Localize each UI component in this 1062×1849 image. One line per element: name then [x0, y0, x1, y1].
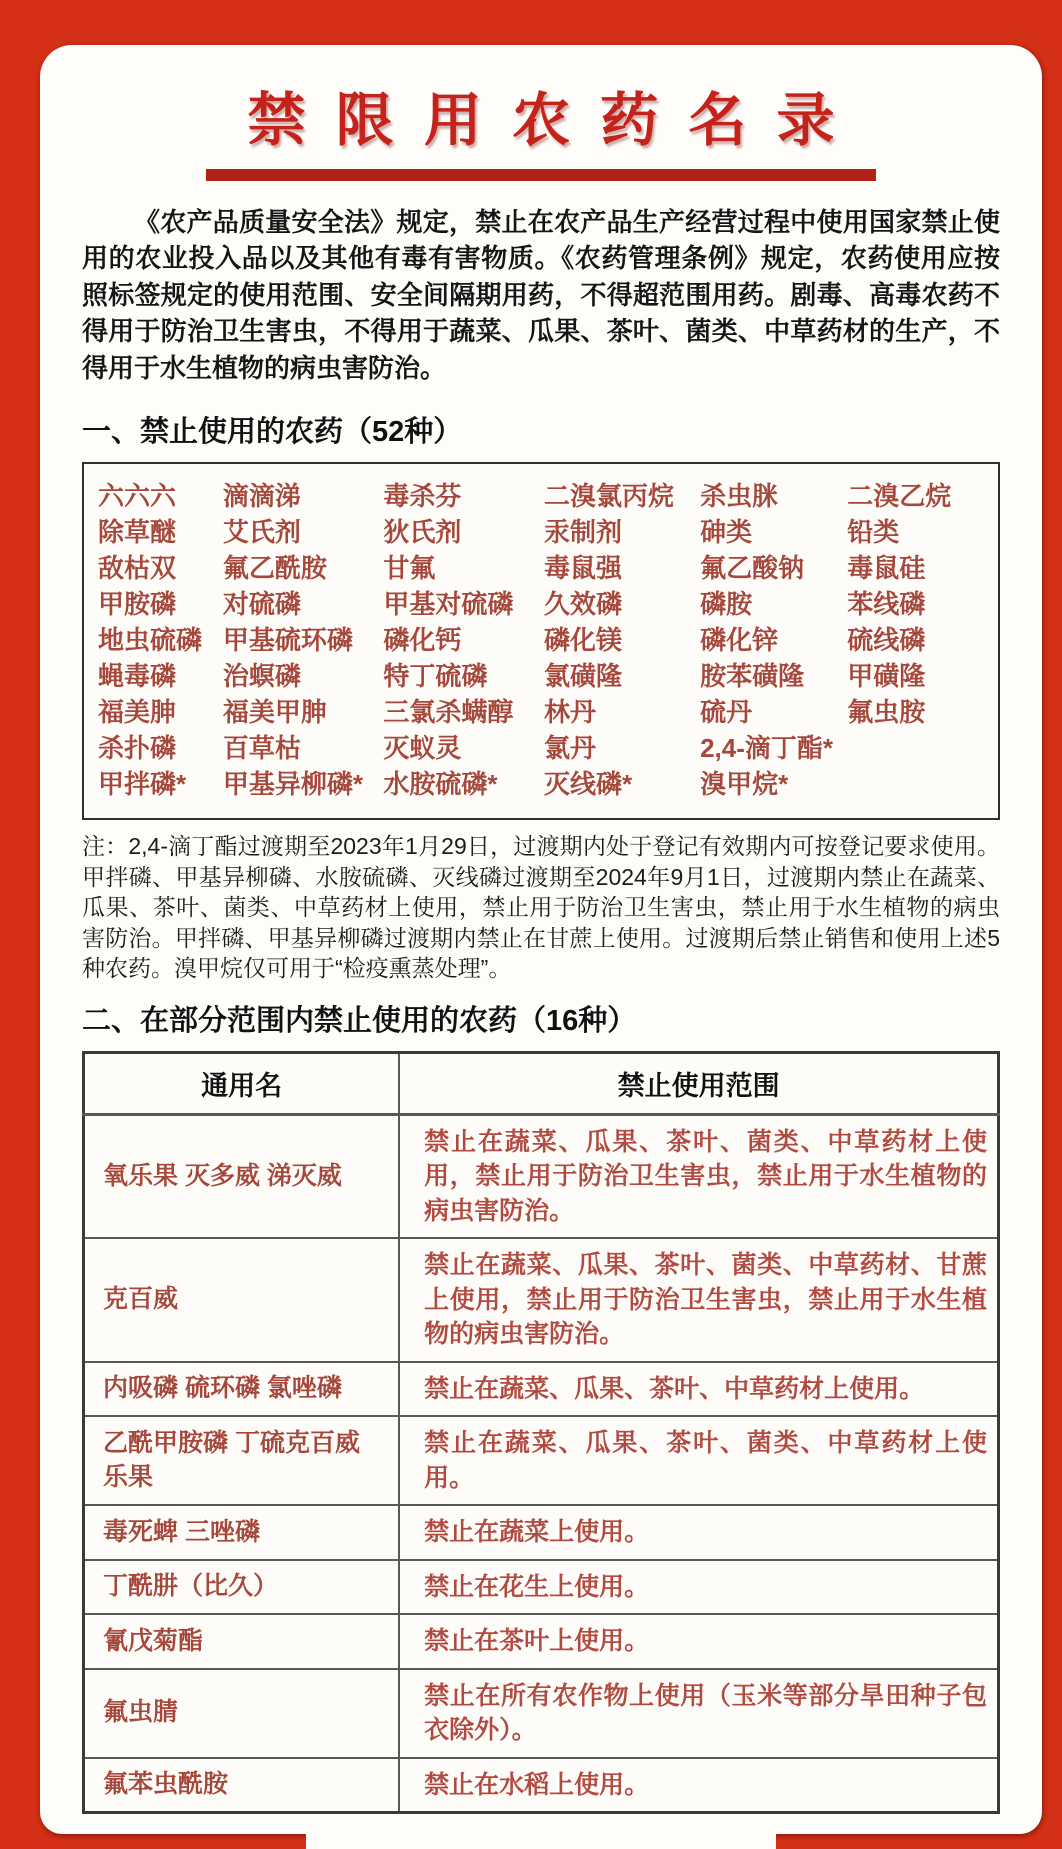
- banned-pesticide: 毒鼠强: [543, 552, 622, 583]
- banned-pesticide: 地虫硫磷: [98, 624, 203, 655]
- banned-row: [98, 766, 990, 802]
- banned-row: [98, 550, 990, 586]
- banned-row: [98, 514, 990, 550]
- banned-pesticide: 甲胺磷: [98, 588, 177, 619]
- banned-pesticide: 磷胺: [700, 588, 753, 619]
- section1-heading: 一、禁止使用的农药（52种）: [82, 415, 463, 448]
- banned-pesticide: 杀虫脒: [700, 480, 779, 511]
- banned-pesticides-box: [82, 462, 1000, 820]
- banned-pesticide: 苯线磷: [847, 588, 926, 619]
- banned-pesticide: 胺苯磺隆: [700, 660, 805, 691]
- banned-pesticide: 毒鼠硅: [847, 552, 926, 583]
- banned-pesticide: 治螟磷: [222, 660, 301, 691]
- banned-pesticide: 对硫磷: [222, 588, 301, 619]
- banned-pesticide: 百草枯: [222, 732, 301, 763]
- table-row: [84, 1238, 999, 1362]
- banned-pesticide: 氯磺隆: [543, 660, 622, 691]
- scope-cell: 禁止在蔬菜、瓜果、茶叶、菌类、中草药材、甘蔗上使用，禁止用于防治卫生害虫，禁止用于水生植物的病虫害防治。: [399, 1238, 998, 1362]
- banned-pesticide: 磷化钙: [383, 624, 462, 655]
- table-row: [84, 1416, 999, 1505]
- banned-pesticide: 甲基异柳磷*: [222, 768, 363, 799]
- table-row: [84, 1614, 999, 1669]
- banned-row: [98, 586, 990, 622]
- banned-pesticide: 二溴氯丙烷: [543, 480, 674, 511]
- banned-pesticide: 氯丹: [543, 732, 596, 763]
- banned-pesticide: 特丁硫磷: [383, 660, 488, 691]
- scope-cell: 禁止在茶叶上使用。: [399, 1614, 998, 1669]
- banned-pesticide: 久效磷: [543, 588, 622, 619]
- banned-pesticide: 狄氏剂: [383, 516, 462, 547]
- banned-pesticide: 甲磺隆: [847, 660, 926, 691]
- banned-pesticide: 汞制剂: [543, 516, 622, 547]
- banned-pesticide: 福美甲胂: [222, 696, 327, 727]
- banned-pesticide: 氟乙酸钠: [700, 552, 805, 583]
- pesticide-name-cell: 丁酰肼（比久）: [84, 1560, 400, 1615]
- pesticide-name-cell: 毒死蜱 三唑磷: [84, 1505, 400, 1560]
- table-header-row: [84, 1052, 999, 1114]
- section2-heading: 二、在部分范围内禁止使用的农药（16种）: [82, 1004, 637, 1037]
- table-row: [84, 1114, 999, 1238]
- pesticide-name-cell: 氰戊菊酯: [84, 1614, 400, 1669]
- restricted-table: [82, 1051, 1000, 1815]
- banned-pesticide: 硫线磷: [847, 624, 926, 655]
- scope-cell: 禁止在所有农作物上使用（玉米等部分旱田种子包衣除外）。: [399, 1669, 998, 1758]
- table-row: [84, 1758, 999, 1813]
- banned-pesticide: 铅类: [847, 516, 900, 547]
- banned-pesticide: 磷化镁: [543, 624, 622, 655]
- table-row: [84, 1505, 999, 1560]
- banned-pesticide: 艾氏剂: [222, 516, 301, 547]
- scope-cell: 禁止在蔬菜、瓜果、茶叶、菌类、中草药材上使用。: [399, 1416, 998, 1505]
- banned-pesticide: 甲基硫环磷: [222, 624, 353, 655]
- banned-row: [98, 694, 990, 730]
- banned-pesticide: 溴甲烷*: [700, 768, 789, 799]
- title-underline: [206, 169, 876, 181]
- pesticide-name-cell: 氟苯虫酰胺: [84, 1758, 400, 1813]
- banned-pesticide: 水胺硫磷*: [383, 768, 498, 799]
- banned-pesticide: 灭线磷*: [543, 768, 633, 799]
- banned-pesticide: 氟虫胺: [847, 696, 926, 727]
- banned-pesticide: 2,4-滴丁酯*: [700, 732, 833, 763]
- banned-pesticide: 敌枯双: [98, 552, 177, 583]
- banned-pesticide: 毒杀芬: [383, 480, 462, 511]
- scope-cell: 禁止在蔬菜、瓜果、茶叶、菌类、中草药材上使用，禁止用于防治卫生害虫，禁止用于水生植物的病虫害防治。: [399, 1114, 998, 1238]
- pesticide-name-cell: 乙酰甲胺磷 丁硫克百威 乐果: [84, 1416, 400, 1505]
- banned-pesticide: 砷类: [700, 516, 753, 547]
- banned-pesticide: 硫丹: [700, 696, 753, 727]
- banned-pesticide: 磷化锌: [700, 624, 779, 655]
- pesticide-name-cell: 克百威: [84, 1238, 400, 1362]
- banned-pesticide: 杀扑磷: [98, 732, 177, 763]
- table-header-name: 通用名: [84, 1052, 400, 1114]
- scope-cell: 禁止在水稻上使用。: [399, 1758, 998, 1813]
- page-title: 禁限用农药名录: [247, 88, 865, 153]
- banned-pesticide: 甲基对硫磷: [383, 588, 514, 619]
- table-row: [84, 1669, 999, 1758]
- banned-pesticide: 甘氟: [383, 552, 436, 583]
- table-row: [84, 1362, 999, 1417]
- banned-pesticide: 灭蚁灵: [383, 732, 462, 763]
- scope-cell: 禁止在花生上使用。: [399, 1560, 998, 1615]
- banned-pesticide: 二溴乙烷: [847, 480, 952, 511]
- banned-row: [98, 622, 990, 658]
- pesticide-name-cell: 氧乐果 灭多威 涕灭威: [84, 1114, 400, 1238]
- table-row: [84, 1560, 999, 1615]
- banned-pesticide: 林丹: [543, 696, 596, 727]
- scope-cell: 禁止在蔬菜上使用。: [399, 1505, 998, 1560]
- banned-pesticide: 三氯杀螨醇: [383, 696, 514, 727]
- banned-pesticide: 除草醚: [98, 516, 177, 547]
- note-paragraph: 注：2,4-滴丁酯过渡期至2023年1月29日，过渡期内处于登记有效期内可按登记要求使用。甲拌磷、甲基异柳磷、水胺硫磷、灭线磷过渡期至2024年9月1日，过渡期内禁止在蔬菜、瓜果、茶叶、菌类、中草药材上使用，禁止用于防治卫生害虫，禁止用于水生植物的病虫害防治。甲拌磷、甲基异柳磷过渡期内禁止在甘蔗上使用。过渡期后禁止销售和使用上述5种农药。溴甲烷仅可用于“检疫熏蒸处理”。: [82, 832, 1000, 982]
- banned-row: [98, 658, 990, 694]
- table-header-scope: 禁止使用范围: [399, 1052, 998, 1114]
- banned-pesticide: 六六六: [98, 480, 177, 511]
- banned-row: [98, 730, 990, 766]
- banned-row: [98, 478, 990, 514]
- banned-pesticide: 甲拌磷*: [98, 768, 187, 799]
- banned-pesticide: 氟乙酰胺: [222, 552, 327, 583]
- banned-pesticide: 滴滴涕: [222, 480, 301, 511]
- intro-paragraph: 《农产品质量安全法》规定，禁止在农产品生产经营过程中使用国家禁止使用的农业投入品以及其他有毒有害物质。《农药管理条例》规定，农药使用应按照标签规定的使用范围、安全间隔期用药，不得超范围用药。剧毒、高毒农药不得用于防治卫生害虫，不得用于蔬菜、瓜果、茶叶、菌类、中草药材的生产，不得用于水生植物的病虫害防治。: [82, 208, 1000, 383]
- pesticide-name-cell: 内吸磷 硫环磷 氯唑磷: [84, 1362, 400, 1417]
- scope-cell: 禁止在蔬菜、瓜果、茶叶、中草药材上使用。: [399, 1362, 998, 1417]
- poster-card: [40, 45, 1042, 1834]
- banned-pesticide: 蝇毒磷: [98, 660, 177, 691]
- banned-pesticide: 福美胂: [98, 696, 177, 727]
- pesticide-name-cell: 氟虫腈: [84, 1669, 400, 1758]
